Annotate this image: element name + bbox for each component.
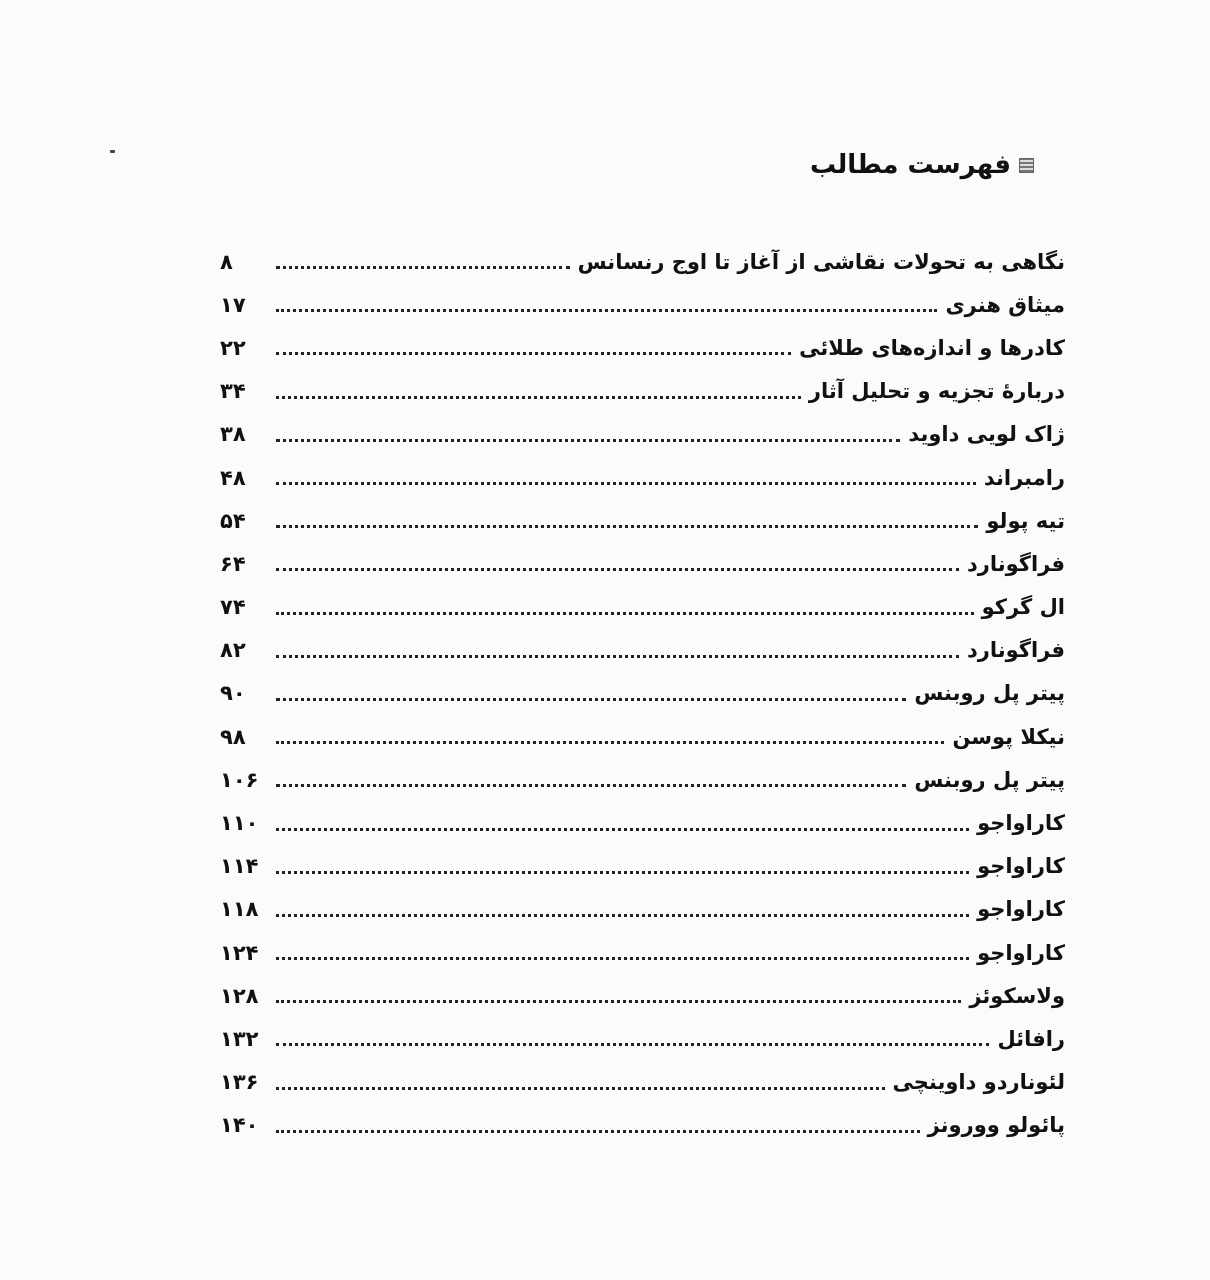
page-title: فهرست مطالب bbox=[810, 150, 1011, 180]
toc-page-number: ۴۸ bbox=[220, 465, 246, 490]
dot-leader bbox=[276, 352, 791, 355]
toc-entry-title: پیتر پل روبنس bbox=[914, 767, 1065, 792]
toc-page-number: ۱۲۴ bbox=[220, 940, 259, 965]
dot-leader bbox=[276, 1130, 920, 1133]
toc-entry-title: نیکلا پوسن bbox=[952, 724, 1065, 749]
toc-entry-title: کاراواجو bbox=[977, 897, 1065, 922]
dot-leader bbox=[276, 568, 959, 571]
toc-page-number: ۲۲ bbox=[220, 335, 246, 360]
toc-entry-title: ژاک لویی داوید bbox=[908, 422, 1065, 447]
toc-entry bbox=[220, 1104, 1065, 1147]
toc-entry-title: میثاق هنری bbox=[945, 292, 1065, 317]
toc-entry bbox=[220, 240, 1065, 283]
toc-entry-title: دربارهٔ تجزیه و تحلیل آثار bbox=[808, 379, 1065, 404]
page-speck bbox=[110, 150, 115, 153]
toc-entry bbox=[220, 629, 1065, 672]
toc-entry-title: کاراواجو bbox=[977, 854, 1065, 879]
toc-entry bbox=[220, 370, 1065, 413]
toc-entry-title: ال گرکو bbox=[981, 595, 1065, 620]
table-of-contents bbox=[220, 240, 1065, 1147]
dot-leader bbox=[276, 828, 969, 831]
toc-entry-title: کاراواجو bbox=[977, 811, 1065, 836]
toc-entry bbox=[220, 845, 1065, 888]
toc-entry-title: پیتر پل روبنس bbox=[914, 681, 1065, 706]
dot-leader bbox=[276, 439, 900, 442]
dot-leader bbox=[276, 871, 969, 874]
toc-entry bbox=[220, 456, 1065, 499]
dot-leader bbox=[276, 1087, 885, 1090]
toc-page-number: ۸ bbox=[220, 249, 233, 274]
toc-page-number: ۹۸ bbox=[220, 724, 246, 749]
toc-entry bbox=[220, 413, 1065, 456]
toc-page-number: ۵۴ bbox=[220, 508, 246, 533]
toc-entry bbox=[220, 1061, 1065, 1104]
toc-entry-title: پائولو وورونز bbox=[927, 1113, 1065, 1138]
toc-entry bbox=[220, 283, 1065, 326]
dot-leader bbox=[276, 309, 937, 312]
toc-page-number: ۱۱۰ bbox=[220, 811, 259, 836]
toc-page-number: ۱۰۶ bbox=[220, 767, 259, 792]
toc-page-number: ۳۴ bbox=[220, 379, 246, 404]
toc-page-number: ۱۴۰ bbox=[220, 1113, 259, 1138]
toc-page-number: ۹۰ bbox=[220, 681, 246, 706]
dot-leader bbox=[276, 655, 959, 658]
dot-leader bbox=[276, 698, 906, 701]
toc-entry bbox=[220, 758, 1065, 801]
toc-page-number: ۸۲ bbox=[220, 638, 246, 663]
toc-entry bbox=[220, 974, 1065, 1017]
dot-leader bbox=[276, 741, 944, 744]
dot-leader bbox=[276, 957, 969, 960]
toc-entry-title: فراگونارد bbox=[966, 638, 1065, 663]
dot-leader bbox=[276, 266, 570, 269]
toc-entry bbox=[220, 586, 1065, 629]
dot-leader bbox=[276, 1000, 961, 1003]
toc-page-number: ۱۳۲ bbox=[220, 1026, 259, 1051]
dot-leader bbox=[276, 525, 978, 528]
toc-entry-title: تیه پولو bbox=[986, 508, 1065, 533]
toc-entry bbox=[220, 672, 1065, 715]
toc-entry-title: کاراواجو bbox=[977, 940, 1065, 965]
toc-entry bbox=[220, 1017, 1065, 1060]
toc-page-number: ۱۱۴ bbox=[220, 854, 259, 879]
toc-page-number: ۷۴ bbox=[220, 595, 246, 620]
toc-entry bbox=[220, 326, 1065, 369]
toc-page-number: ۱۱۸ bbox=[220, 897, 259, 922]
toc-page-number: ۱۲۸ bbox=[220, 983, 259, 1008]
toc-entry-title: فراگونارد bbox=[966, 551, 1065, 576]
bullet-square-icon bbox=[1019, 158, 1034, 173]
dot-leader bbox=[276, 784, 906, 787]
toc-entry bbox=[220, 888, 1065, 931]
dot-leader bbox=[276, 612, 974, 615]
toc-page-number: ۳۸ bbox=[220, 422, 246, 447]
toc-entry-title: لئوناردو داوینچی bbox=[892, 1070, 1065, 1095]
toc-entry bbox=[220, 931, 1065, 974]
toc-page-number: ۶۴ bbox=[220, 551, 246, 576]
toc-header bbox=[810, 150, 1034, 180]
toc-entry-title: رامبراند bbox=[983, 465, 1065, 490]
toc-entry-title: ولاسکوئز bbox=[969, 983, 1065, 1008]
toc-entry-title: رافائل bbox=[997, 1026, 1065, 1051]
toc-page-number: ۱۳۶ bbox=[220, 1070, 259, 1095]
dot-leader bbox=[276, 914, 969, 917]
toc-entry bbox=[220, 801, 1065, 844]
toc-entry bbox=[220, 542, 1065, 585]
toc-entry bbox=[220, 499, 1065, 542]
toc-page-number: ۱۷ bbox=[220, 292, 246, 317]
toc-entry bbox=[220, 715, 1065, 758]
toc-entry-title: کادرها و اندازه‌های طلائی bbox=[799, 335, 1065, 360]
dot-leader bbox=[276, 1043, 989, 1046]
dot-leader bbox=[276, 482, 976, 485]
dot-leader bbox=[276, 396, 801, 399]
toc-entry-title: نگاهی به تحولات نقاشی از آغاز تا اوج رنسانس bbox=[577, 249, 1065, 274]
